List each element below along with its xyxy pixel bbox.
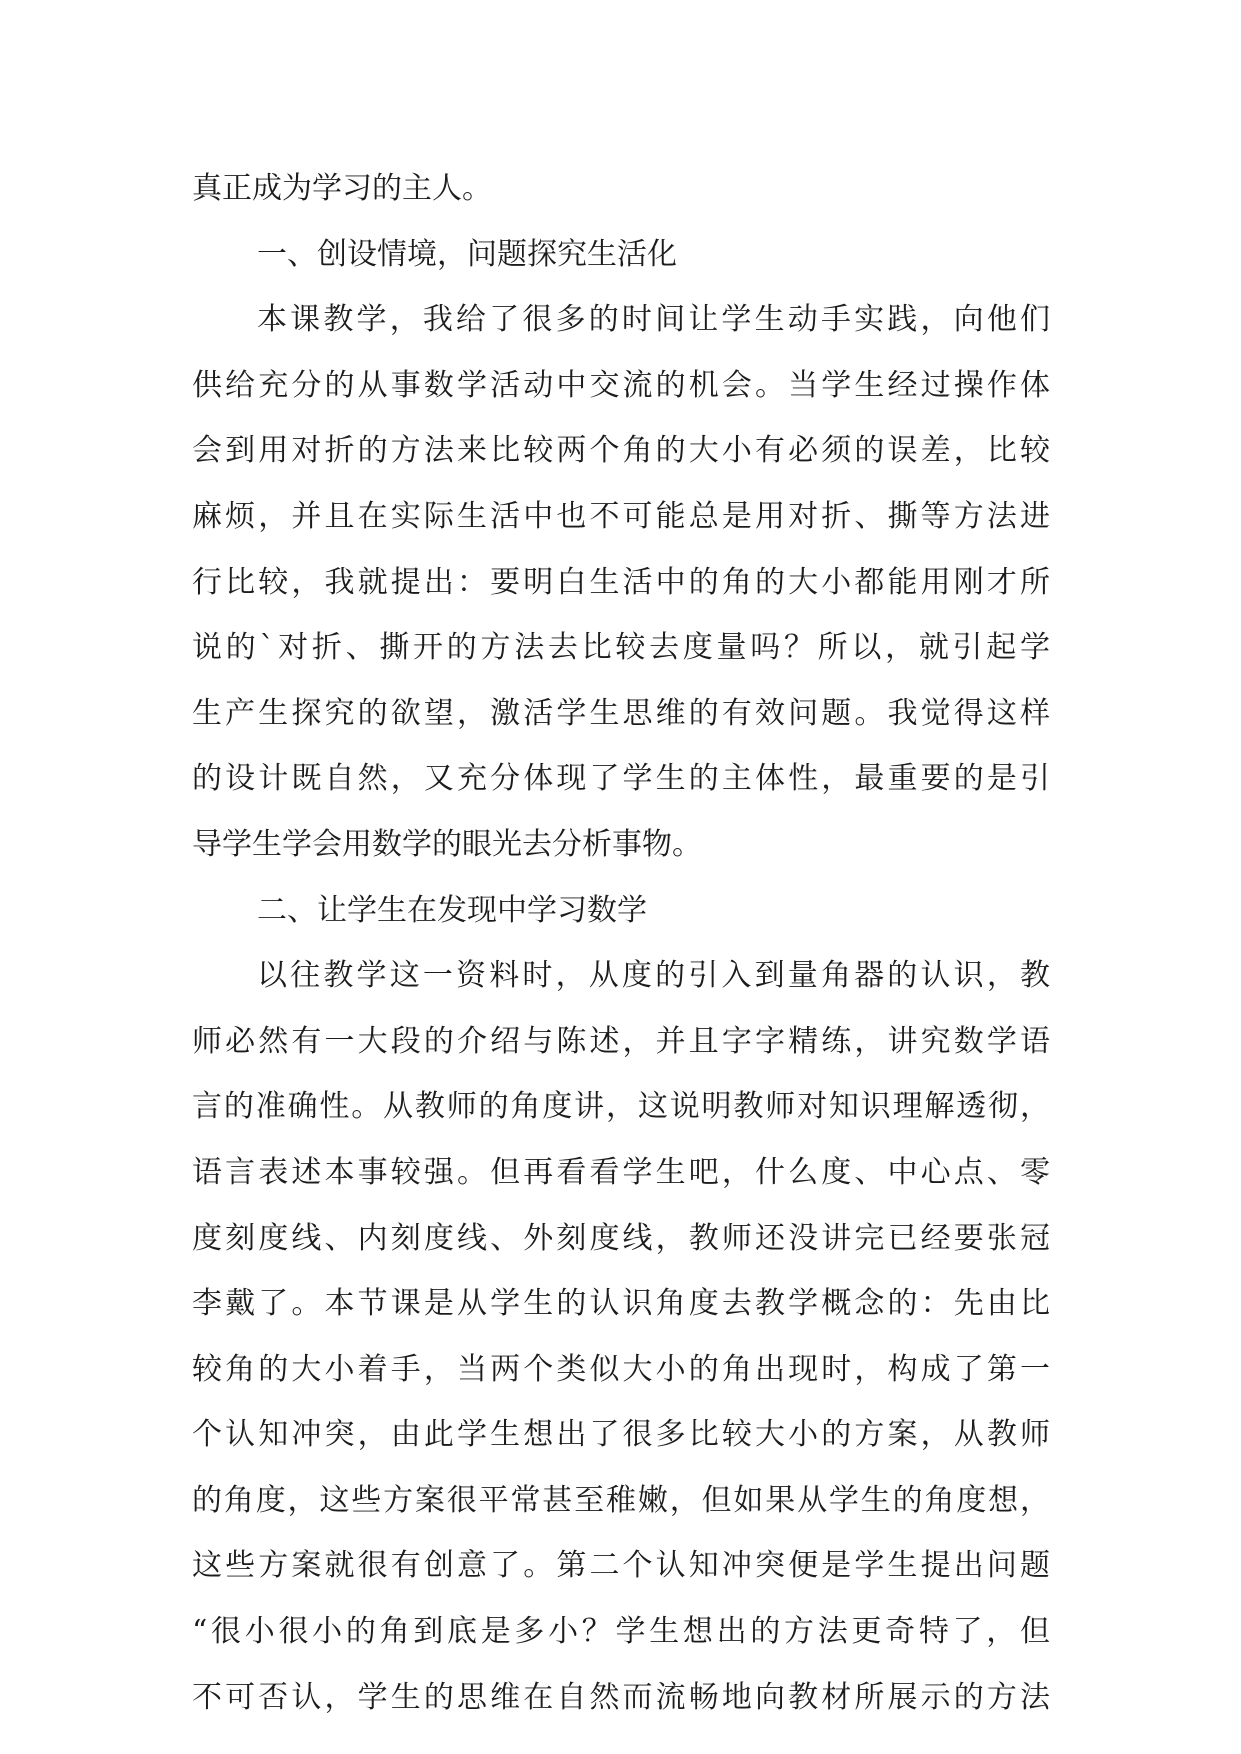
- text-line: 本课教学，我给了很多的时间让学生动手实践，向他们: [257, 302, 1050, 338]
- section-heading: 二、让学生在发现中学习数学: [257, 892, 647, 928]
- text-line: 语言表述本事较强。但再看看学生吧，什么度、中心点、零: [192, 1154, 1050, 1190]
- text-line: 以往教学这一资料时，从度的引入到量角器的认识，教: [257, 958, 1050, 994]
- text-line: 导学生学会用数学的眼光去分析事物。: [192, 826, 702, 862]
- text-line: 会到用对折的方法来比较两个角的大小有必须的误差，比较: [192, 433, 1050, 469]
- text-line: 个认知冲突，由此学生想出了很多比较大小的方案，从教师: [192, 1417, 1050, 1453]
- text-line: 供给充分的从事数学活动中交流的机会。当学生经过操作体: [192, 367, 1050, 403]
- text-line: 较角的大小着手，当两个类似大小的角出现时，构成了第一: [192, 1351, 1050, 1387]
- text-line: 不可否认，学生的思维在自然而流畅地向教材所展示的方法: [192, 1679, 1050, 1715]
- section-heading: 一、创设情境，问题探究生活化: [257, 236, 677, 272]
- text-line: 麻烦，并且在实际生活中也不可能总是用对折、撕等方法进: [192, 498, 1050, 534]
- text-line: 李戴了。本节课是从学生的认识角度去教学概念的：先由比: [192, 1286, 1050, 1322]
- text-line: 生产生探究的欲望，激活学生思维的有效问题。我觉得这样: [192, 695, 1050, 731]
- text-line: 师必然有一大段的介绍与陈述，并且字字精练，讲究数学语: [192, 1023, 1050, 1059]
- text-line: 的角度，这些方案很平常甚至稚嫩，但如果从学生的角度想，: [192, 1482, 1050, 1518]
- text-line: 行比较，我就提出：要明白生活中的角的大小都能用刚才所: [192, 564, 1050, 600]
- text-line: 度刻度线、内刻度线、外刻度线，教师还没讲完已经要张冠: [192, 1220, 1050, 1256]
- text-line: “很小很小的角到底是多小？学生想出的方法更奇特了，但: [192, 1614, 1050, 1650]
- text-line: 言的准确性。从教师的角度讲，这说明教师对知识理解透彻，: [192, 1089, 1050, 1125]
- text-line: 真正成为学习的主人。: [192, 171, 492, 206]
- text-line: 的设计既自然，又充分体现了学生的主体性，最重要的是引: [192, 761, 1050, 797]
- document-body: [192, 156, 1050, 1730]
- text-line: 这些方案就很有创意了。第二个认知冲突便是学生提出问题: [192, 1548, 1050, 1584]
- text-line: 说的`对折、撕开的方法去比较去度量吗？所以，就引起学: [192, 630, 1050, 666]
